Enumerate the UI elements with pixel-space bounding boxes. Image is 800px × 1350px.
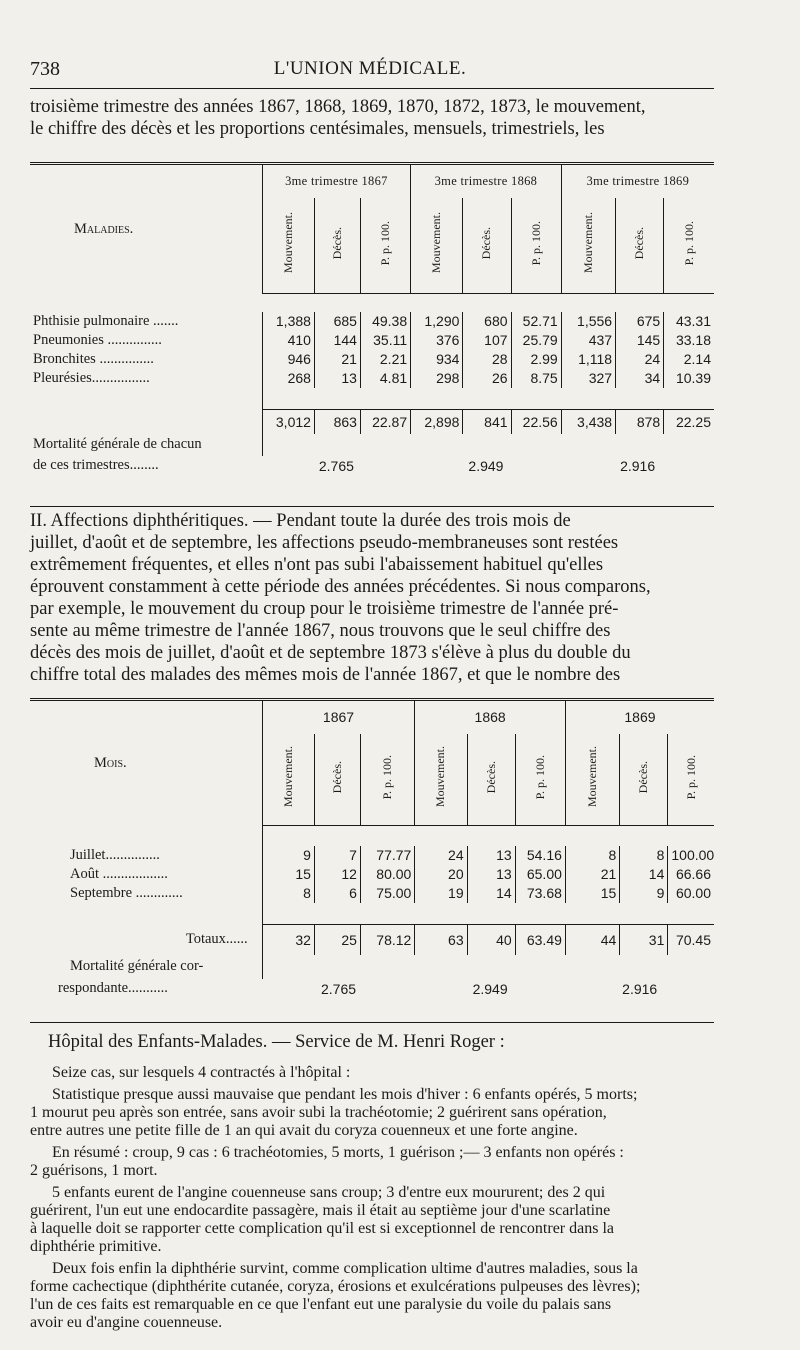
total-cell: 3,012	[262, 410, 314, 434]
intro-paragraph	[30, 96, 712, 140]
total-cell: 878	[616, 410, 664, 434]
row-label: Septembre .............	[70, 884, 183, 901]
table-row	[30, 331, 714, 350]
text-line: troisième trimestre des années 1867, 1868, 1869, 1870, 1872, 1873, le mouvement,	[30, 97, 646, 117]
total-cell: 44	[565, 925, 619, 955]
cell: 145	[616, 331, 664, 350]
cell: 77.77	[360, 846, 414, 865]
cell: 13	[314, 369, 360, 388]
row-label: Totaux......	[185, 931, 248, 947]
mortality-value: 2.765	[320, 980, 357, 997]
cell: 6	[314, 884, 360, 903]
mortality-value: 2.765	[318, 457, 354, 474]
totals-row	[30, 410, 714, 434]
cell: 13	[467, 865, 515, 884]
column-header: Décès.	[467, 734, 515, 826]
cell: 8	[565, 846, 619, 865]
total-cell: 40	[467, 925, 515, 955]
table-row	[30, 369, 714, 388]
table-row-header: Mois.	[30, 700, 262, 826]
column-header: Mouvement.	[415, 734, 467, 826]
total-cell: 863	[314, 410, 360, 434]
text-line: forme cachectique (diphthérite cutanée, coryza, érosions et exulcérations pulpeuses des lèvres);	[30, 1278, 641, 1295]
text-line: Statistique presque aussi mauvaise que pendant les mois d'hiver : 6 enfants opérés, 5 morts;	[52, 1086, 638, 1103]
row-label: Phthisie pulmonaire .......	[33, 312, 179, 329]
cell: 15	[565, 884, 619, 903]
croup-months-table	[30, 698, 714, 999]
text-line: Seize cas, sur lesquels 4 contractés à l'hôpital :	[52, 1064, 351, 1081]
cell: 298	[411, 369, 463, 388]
column-header: Décès.	[616, 198, 664, 294]
cell: 73.68	[515, 884, 565, 903]
column-header: Décès.	[314, 734, 360, 826]
cell: 65.00	[515, 865, 565, 884]
text-line: avoir eu d'angine couenneuse.	[30, 1314, 223, 1331]
cell: 28	[463, 350, 511, 369]
total-cell: 25	[314, 925, 360, 955]
cell: 8	[620, 846, 668, 865]
mortality-value: 2.949	[468, 457, 504, 474]
running-title: L'UNION MÉDICALE.	[273, 58, 467, 79]
totals-row	[30, 925, 714, 955]
cell: 12	[314, 865, 360, 884]
column-header: P. p. 100.	[668, 734, 714, 826]
cell: 2.21	[360, 350, 410, 369]
table-row	[30, 884, 714, 903]
cell: 8.75	[511, 369, 561, 388]
cell: 2.14	[664, 350, 714, 369]
cell: 327	[561, 369, 615, 388]
cell: 2.99	[511, 350, 561, 369]
text-line: chiffre total des malades des mêmes mois de l'année 1867, et que le nombre des	[30, 665, 621, 685]
column-header: Décès.	[620, 734, 668, 826]
cell: 9	[620, 884, 668, 903]
group-header: 1869	[565, 700, 714, 734]
table-row	[30, 350, 714, 369]
column-header: Décès.	[463, 198, 511, 294]
column-header: Mouvement.	[411, 198, 463, 294]
total-cell: 22.25	[664, 410, 714, 434]
total-cell: 841	[463, 410, 511, 434]
cell: 52.71	[511, 312, 561, 331]
cell: 80.00	[360, 865, 414, 884]
cell: 1,118	[561, 350, 615, 369]
cell: 4.81	[360, 369, 410, 388]
text-line: le chiffre des décès et les proportions centésimales, mensuels, trimestriels, les	[30, 119, 605, 139]
row-label: de ces trimestres........	[33, 457, 159, 473]
column-header: P. p. 100.	[511, 198, 561, 294]
cell: 685	[314, 312, 360, 331]
column-header: P. p. 100.	[664, 198, 714, 294]
row-label: Août ..................	[70, 865, 168, 882]
cell: 19	[415, 884, 467, 903]
table-row-header: Maladies.	[30, 164, 262, 294]
total-cell: 22.56	[511, 410, 561, 434]
text-line: à laquelle doit se rapporter cette complication qu'il est si exceptionnel de rencontrer dans la	[30, 1220, 614, 1237]
row-label: Pleurésies................	[33, 369, 150, 386]
mortality-row	[30, 955, 714, 979]
mortality-value: 2.916	[620, 457, 656, 474]
text-line: extrêmement fréquentes, et elles n'ont pas subi l'abaissement habituel qu'elles	[30, 555, 604, 575]
text-line: En résumé : croup, 9 cas : 6 trachéotomies, 5 morts, 1 guérison ;— 3 enfants non opérés :	[52, 1144, 624, 1161]
mortality-row	[30, 434, 714, 456]
row-label: Pneumonies ...............	[33, 331, 162, 348]
cell: 21	[314, 350, 360, 369]
cell: 14	[467, 884, 515, 903]
hospital-section-title: Hôpital des Enfants-Malades. — Service de M. Henri Roger :	[48, 1032, 505, 1052]
cell: 100.00	[668, 846, 714, 865]
column-header: Mouvement.	[561, 198, 615, 294]
row-label: Mortalité générale de chacun	[33, 436, 202, 452]
total-cell: 63	[415, 925, 467, 955]
text-line: entre autres une petite fille de 1 an qui avait du coryza couenneux et une forte angine.	[30, 1122, 578, 1139]
group-header: 3me trimestre 1867	[262, 164, 410, 198]
cell: 66.66	[668, 865, 714, 884]
cell: 680	[463, 312, 511, 331]
text-line: l'un de ces faits est remarquable en ce que l'enfant eut une paralysie du voile du palais sans	[30, 1296, 612, 1313]
cell: 268	[262, 369, 314, 388]
column-header: P. p. 100.	[515, 734, 565, 826]
cell: 144	[314, 331, 360, 350]
cell: 934	[411, 350, 463, 369]
cell: 9	[262, 846, 314, 865]
mortality-value: 2.949	[472, 980, 508, 997]
total-cell: 32	[262, 925, 314, 955]
cell: 26	[463, 369, 511, 388]
cell: 34	[616, 369, 664, 388]
cell: 1,388	[262, 312, 314, 331]
table-row	[30, 846, 714, 865]
text-line: 2 guérisons, 1 mort.	[30, 1162, 158, 1179]
text-line: 5 enfants eurent de l'angine couenneuse sans croup; 3 d'entre eux moururent; des 2 qui	[52, 1184, 606, 1201]
cell: 24	[616, 350, 664, 369]
total-cell: 78.12	[360, 925, 414, 955]
text-line: 1 mourut peu après son entrée, sans avoir subi la trachéotomie; 2 guérirent sans opération,	[30, 1104, 607, 1121]
page-number: 738	[30, 58, 60, 80]
cell: 1,556	[561, 312, 615, 331]
cell: 75.00	[360, 884, 414, 903]
header-rule	[30, 88, 714, 89]
total-cell: 2,898	[411, 410, 463, 434]
diseases-table	[30, 162, 714, 476]
mortality-row	[30, 456, 714, 476]
table-row	[30, 865, 714, 884]
table-rule	[30, 1022, 714, 1023]
row-label: respondante...........	[58, 980, 168, 996]
cell: 49.38	[360, 312, 410, 331]
total-cell: 63.49	[515, 925, 565, 955]
text-line: juillet, d'août et de septembre, les affections pseudo-membraneuses sont restées	[30, 533, 619, 553]
text-line: décès des mois de juillet, d'août et de septembre 1873 s'élève à plus du double du	[30, 643, 631, 663]
table-row	[30, 312, 714, 331]
cell: 33.18	[664, 331, 714, 350]
cell: 7	[314, 846, 360, 865]
cell: 437	[561, 331, 615, 350]
cell: 13	[467, 846, 515, 865]
cell: 14	[620, 865, 668, 884]
cell: 675	[616, 312, 664, 331]
group-header: 3me trimestre 1868	[411, 164, 562, 198]
text-line: sente au même trimestre de l'année 1867, nous trouvons que le seul chiffre des	[30, 621, 611, 641]
cell: 15	[262, 865, 314, 884]
text-line: II. Affections diphthéritiques. — Pendant toute la durée des trois mois de	[30, 511, 571, 531]
row-label: Bronchites ...............	[33, 350, 154, 367]
cell: 25.79	[511, 331, 561, 350]
section-2-paragraph	[30, 510, 712, 686]
text-line: Deux fois enfin la diphthérie survint, comme complication ultime d'autres maladies, sous la	[52, 1260, 638, 1277]
column-header: Mouvement.	[565, 734, 619, 826]
column-header: Mouvement.	[262, 734, 314, 826]
column-header: Mouvement.	[262, 198, 314, 294]
cell: 35.11	[360, 331, 410, 350]
group-header: 3me trimestre 1869	[561, 164, 714, 198]
total-cell: 3,438	[561, 410, 615, 434]
cell: 10.39	[664, 369, 714, 388]
row-label: Mortalité générale cor-	[70, 958, 204, 974]
cell: 54.16	[515, 846, 565, 865]
cell: 946	[262, 350, 314, 369]
row-label: Juillet...............	[70, 846, 160, 863]
group-header: 1867	[262, 700, 415, 734]
cell: 107	[463, 331, 511, 350]
column-header: P. p. 100.	[360, 734, 414, 826]
text-line: éprouvent constamment à cette période des années précédentes. Si nous comparons,	[30, 577, 651, 597]
total-cell: 70.45	[668, 925, 714, 955]
text-line: diphthérie primitive.	[30, 1238, 162, 1255]
page-header	[30, 58, 710, 84]
column-header: Décès.	[314, 198, 360, 294]
cell: 43.31	[664, 312, 714, 331]
column-header: P. p. 100.	[360, 198, 410, 294]
cell: 20	[415, 865, 467, 884]
cell: 376	[411, 331, 463, 350]
text-line: par exemple, le mouvement du croup pour le troisième trimestre de l'année pré-	[30, 599, 619, 619]
total-cell: 22.87	[360, 410, 410, 434]
group-header: 1868	[415, 700, 566, 734]
cell: 21	[565, 865, 619, 884]
mortality-value: 2.916	[622, 980, 658, 997]
cell: 24	[415, 846, 467, 865]
text-line: guérirent, l'un eut une endocardite passagère, mais il était au septième jour d'une scarlatine	[30, 1202, 611, 1219]
total-cell: 31	[620, 925, 668, 955]
cell: 1,290	[411, 312, 463, 331]
cell: 410	[262, 331, 314, 350]
table-rule	[30, 506, 714, 507]
hospital-notes	[30, 1064, 714, 1332]
cell: 60.00	[668, 884, 714, 903]
cell: 8	[262, 884, 314, 903]
mortality-row	[30, 979, 714, 999]
